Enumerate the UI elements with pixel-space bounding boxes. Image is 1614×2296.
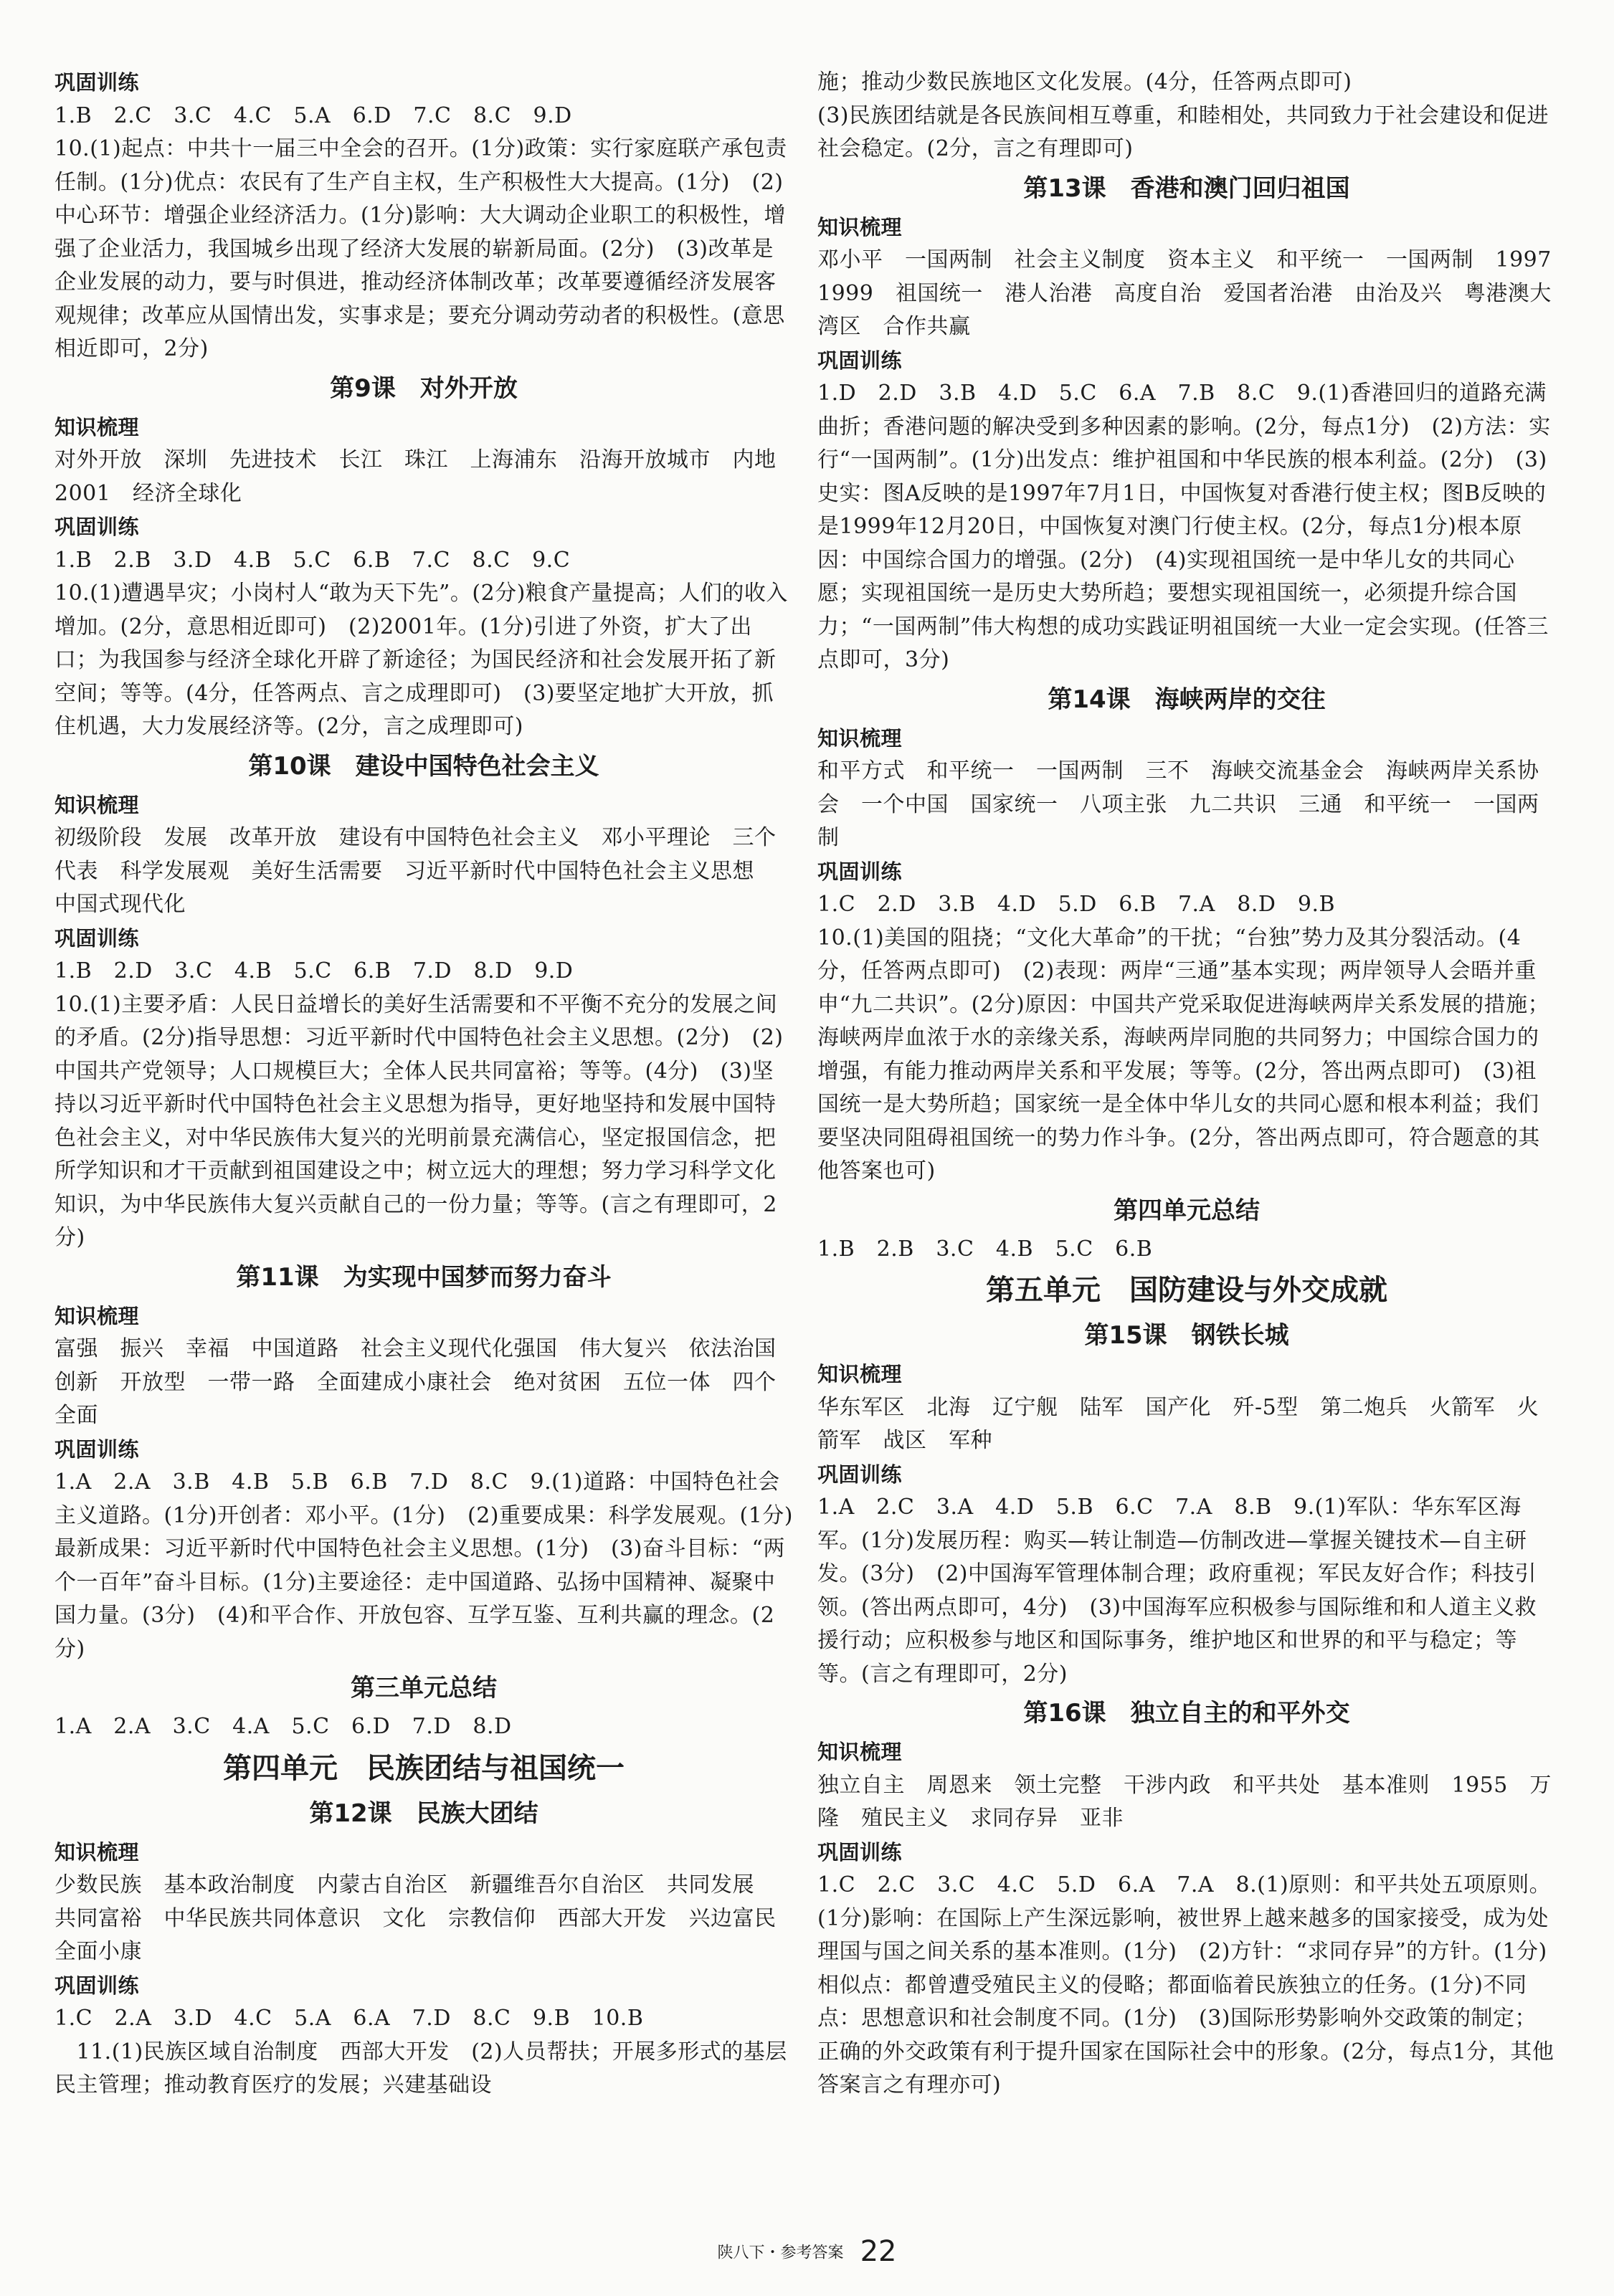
left-column [54,66,798,2102]
answer-paragraph: 1.B 2.D 3.C 4.B 5.C 6.B 7.D 8.D 9.D [54,958,574,983]
section-label: 知识梳理 [54,1303,140,1328]
knowledge-points: 对外开放 深圳 先进技术 长江 珠江 上海浦东 沿海开放城市 内地 2001 经济全球化 [54,447,798,506]
section-label: 巩固训练 [817,1462,903,1487]
lesson-title: 第三单元总结 [351,1674,497,1702]
unit-title: 第四单元 民族团结与祖国统一 [223,1751,625,1785]
section-label: 知识梳理 [54,414,140,439]
answer-paragraph: 1.A 2.A 3.B 4.B 5.B 6.B 7.D 8.C 9.(1)道路：中国特色社会主义道路。(1分)开创者：邓小平。(1分) (2)重要成果：科学发展观。(1分)最新成果：习近平新时代中国特色社会主义思想。(1分) (3)奋斗目标：“两个一百年”奋斗目标。(1分)主要途径：走中国道路、弘扬中国精神、凝聚中国力量。(3分) (4)和平合作、开放包容、互学互鉴、互利共赢的理念。(2分) [54,1469,793,1662]
section-label: 知识梳理 [54,1839,140,1864]
answer-paragraph: (3)民族团结就是各民族间相互尊重，和睦相处，共同致力于社会建设和促进社会稳定。(2分，言之有理即可) [817,103,1549,161]
answer-paragraph: 1.C 2.C 3.C 4.C 5.D 6.A 7.A 8.(1)原则：和平共处五项原则。(1分)影响：在国际上产生深远影响，被世界上越来越多的国家接受，成为处理国与国之间关系的基本准则。(1分) (2)方针：“求同存异”的方针。(1分)相似点：都曾遭受殖民主义的侵略；都面临着民族独立的任务。(1分)不同点：思想意识和社会制度不同。(1分) (3)国际形势影响外交政策的制定；正确的外交政策有利于提升国家在国际社会中的形象。(2分，每点1分，其他答案言之有理亦可) [817,1872,1554,2097]
section-label: 巩固训练 [817,1839,903,1864]
lesson-title: 第16课 独立自主的和平外交 [1023,1699,1350,1728]
lesson-title: 第10课 建设中国特色社会主义 [248,751,599,781]
page-footer [0,2235,1614,2268]
lesson-title: 第13课 香港和澳门回归祖国 [1023,173,1350,203]
answer-paragraph: 10.(1)美国的阻挠；“文化大革命”的干扰；“台独”势力及其分裂活动。(4分，任答两点即可) (2)表现：两岸“三通”基本实现；两岸领导人会晤并重申“九二共识”。(2分)原因：中国共产党采取促进海峡两岸关系发展的措施；海峡两岸血浓于水的亲缘关系，海峡两岸同胞的共同努力；中国综合国力的增强，有能力推动两岸关系和平发展；等等。(2分，答出两点即可) (3)祖国统一是大势所趋；国家统一是全体中华儿女的共同心愿和根本利益；我们要坚决同阻碍祖国统一的势力作斗争。(2分，答出两点即可，符合题意的其他答案也可) [817,925,1550,1183]
answer-paragraph: 施；推动少数民族地区文化发展。(4分，任答两点即可) [817,70,1352,95]
answer-paragraph: 1.A 2.A 3.C 4.A 5.C 6.D 7.D 8.D [54,1714,512,1739]
answer-paragraph: 11.(1)民族区域自治制度 西部大开发 (2)人员帮扶；开展多形式的基层民主管理；推动教育医疗的发展；兴建基础设 [54,2039,787,2097]
answer-paragraph: 1.B 2.B 3.D 4.B 5.C 6.B 7.C 8.C 9.C [54,547,571,573]
lesson-title: 第9课 对外开放 [330,373,518,403]
answer-paragraph: 1.D 2.D 3.B 4.D 5.C 6.A 7.B 8.C 9.(1)香港回归的道路充满曲折；香港问题的解决受到多种因素的影响。(2分，每点1分) (2)方法：实行“一国两制”。(1分)出发点：维护祖国和中华民族的根本利益。(2分) (3)史实：图A反映的是1997年7月1日，中国恢复对香港行使主权；图B反映的是1999年12月20日，中国恢复对澳门行使主权。(2分，每点1分)根本原因：中国综合国力的增强。(2分) (4)实现祖国统一是中华儿女的共同心愿；实现祖国统一是历史大势所趋；要想实现祖国统一，必须提升综合国力；“一国两制”伟大构想的成功实践证明祖国统一大业一定会实现。(任答三点即可，3分) [817,381,1551,672]
section-label: 巩固训练 [54,515,140,539]
knowledge-points: 独立自主 周恩来 领土完整 干涉内政 和平共处 基本准则 1955 万隆 殖民主义 求同存异 亚非 [817,1772,1552,1831]
section-label: 知识梳理 [817,1740,903,1764]
answer-paragraph: 10.(1)起点：中共十一届三中全会的召开。(1分)政策：实行家庭联产承包责任制。(1分)优点：农民有了生产自主权，生产积极性大大提高。(1分) (2)中心环节：增强企业经济活力。(1分)影响：大大调动企业职工的积极性，增强了企业活力，我国城乡出现了经济大发展的崭新局面。(2分) (3)改革是企业发展的动力，要与时俱进，推动经济体制改革；改革要遵循经济发展客观规律；改革应从国情出发，实事求是；要充分调动劳动者的积极性。(意思相近即可，2分) [54,136,787,361]
answer-paragraph: 10.(1)遭遇旱灾；小岗村人“敢为天下先”。(2分)粮食产量提高；人们的收入增加。(2分，意思相近即可) (2)2001年。(1分)引进了外资，扩大了出口；为我国参与经济全球化开辟了新途径；为国民经济和社会发展开拓了新空间；等等。(4分，任答两点、言之成理即可) (3)要坚定地扩大开放，抓住机遇，大力发展经济等。(2分，言之成理即可) [54,581,788,739]
page-number: 22 [860,2235,897,2268]
section-label: 知识梳理 [817,1362,903,1386]
knowledge-points: 富强 振兴 幸福 中国道路 社会主义现代化强国 伟大复兴 依法治国 创新 开放型 一带一路 全面建成小康社会 绝对贫困 五位一体 四个全面 [54,1336,798,1428]
section-label: 巩固训练 [817,348,903,373]
section-label: 巩固训练 [54,70,140,95]
section-label: 巩固训练 [54,925,140,951]
lesson-title: 第15课 钢铁长城 [1084,1321,1289,1350]
answer-paragraph: 1.C 2.D 3.B 4.D 5.D 6.B 7.A 8.D 9.B [817,892,1336,917]
answer-paragraph: 10.(1)主要矛盾：人民日益增长的美好生活需要和不平衡不充分的发展之间的矛盾。(2分)指导思想：习近平新时代中国特色社会主义思想。(2分) (2)中国共产党领导；人口规模巨大；全体人民共同富裕；等等。(4分) (3)坚持以习近平新时代中国特色社会主义思想为指导，更好地坚持和发展中国特色社会主义，对中华民族伟大复兴的光明前景充满信心，坚定报国信念，把所学知识和才干贡献到祖国建设之中；树立远大的理想；努力学习科学文化知识，为中华民族伟大复兴贡献自己的一份力量；等等。(言之有理即可，2分) [54,991,784,1250]
section-label: 知识梳理 [817,214,903,239]
knowledge-points: 华东军区 北海 辽宁舰 陆军 国产化 歼-5型 第二炮兵 火箭军 火箭军 战区 军种 [817,1394,1539,1453]
lesson-title: 第12课 民族大团结 [309,1799,538,1828]
unit-title: 第五单元 国防建设与外交成就 [986,1274,1387,1307]
footer-text: 陕八下・参考答案 [717,2244,844,2262]
lesson-title: 第14课 海峡两岸的交往 [1048,685,1326,714]
knowledge-points: 邓小平 一国两制 社会主义制度 资本主义 和平统一 一国两制 1997 1999 祖国统一 港人治港 高度自治 爱国者治港 由治及兴 粤港澳大湾区 合作共赢 [817,247,1574,339]
knowledge-points: 和平方式 和平统一 一国两制 三不 海峡交流基金会 海峡两岸关系协会 一个中国 国家统一 八项主张 九二共识 三通 和平统一 一国两制 [817,758,1539,850]
answer-paragraph: 1.B 2.B 3.C 4.B 5.C 6.B [817,1236,1153,1262]
section-label: 巩固训练 [54,1973,140,1998]
right-column [817,66,1574,2102]
lesson-title: 第四单元总结 [1114,1196,1260,1225]
answer-paragraph: 1.B 2.C 3.C 4.C 5.A 6.D 7.C 8.C 9.D [54,103,572,128]
section-label: 巩固训练 [54,1437,140,1462]
knowledge-points: 少数民族 基本政治制度 内蒙古自治区 新疆维吾尔自治区 共同发展 共同富裕 中华民族共同体意识 文化 宗教信仰 西部大开发 兴边富民 全面小康 [54,1872,798,1964]
answer-paragraph: 1.A 2.C 3.A 4.D 5.B 6.C 7.A 8.B 9.(1)军队：华东军区海军。(1分)发展历程：购买—转让制造—仿制改进—掌握关键技术—自主研发。(3分) (2)中国海军管理体制合理；政府重视；军民友好合作；科技引领。(答出两点即可，4分) (3)中国海军应积极参与国际维和和人道主义救援行动；应积极参与地区和国际事务，维护地区和世界的和平与稳定；等等。(言之有理即可，2分) [817,1495,1537,1687]
section-label: 知识梳理 [54,792,140,817]
answer-paragraph: 1.C 2.A 3.D 4.C 5.A 6.A 7.D 8.C 9.B 10.B [54,2006,644,2031]
knowledge-points: 初级阶段 发展 改革开放 建设有中国特色社会主义 邓小平理论 三个代表 科学发展观 美好生活需要 习近平新时代中国特色社会主义思想 中国式现代化 [54,825,777,917]
lesson-title: 第11课 为实现中国梦而努力奋斗 [236,1262,612,1292]
section-label: 巩固训练 [817,859,903,884]
section-label: 知识梳理 [817,725,903,751]
